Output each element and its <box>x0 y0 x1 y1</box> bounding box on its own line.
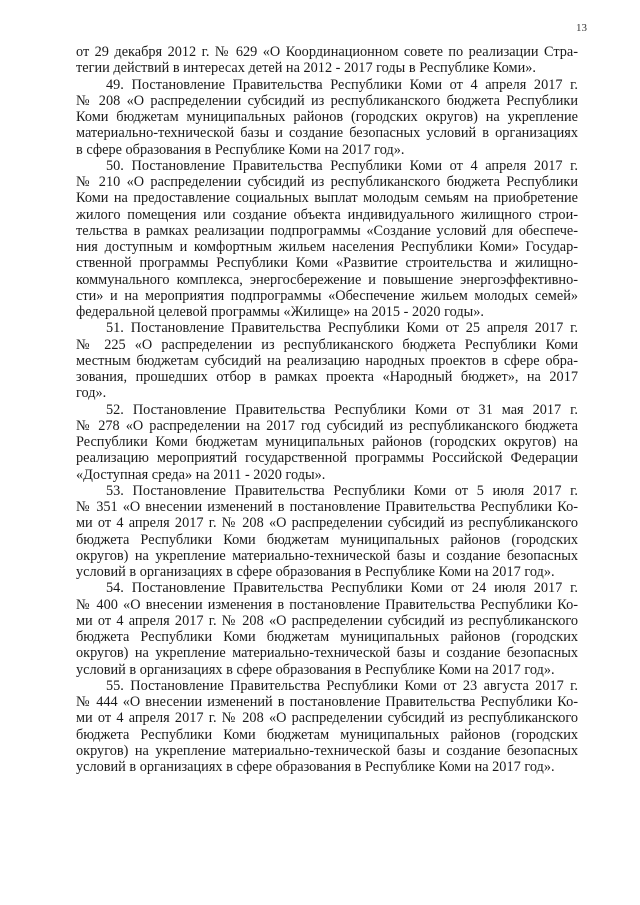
text-line: бюджета Республики Коми бюджетам муниципальных районов (городских <box>76 531 578 548</box>
text-line: федеральной целевой программы «Жилище» на 2015 - 2020 годы». <box>76 304 484 320</box>
text-line: № 210 «О распределении субсидий из республиканского бюджета Республики <box>76 174 578 190</box>
text-line: условий в организациях в сфере образования в Республике Коми на 2017 год». <box>76 661 555 678</box>
text-line: Коми на предоставление социальных выплат молодым семьям на приобретение <box>76 190 578 207</box>
text-line: ми от 4 апреля 2017 г. № 208 «О распределении субсидий из республиканского <box>76 612 578 629</box>
text-line: № 351 «О внесении изменений в постановление Правительства Республики Ко- <box>76 499 578 515</box>
text-line: округов) на укрепление материально-технической базы и создание безопасных <box>76 742 578 759</box>
paragraph-p50 <box>76 158 578 321</box>
text-line: Коми бюджетам муниципальных районов (городских округов) на укрепление <box>76 109 578 125</box>
text-line: от 29 декабря 2012 г. № 629 «О Координационном совете по реализации Стра- <box>76 44 578 60</box>
text-line: № 225 «О распределении из республиканского бюджета Республики Коми <box>76 336 578 353</box>
text-line: 53. Постановление Правительства Республики Коми от 5 июля 2017 г. <box>106 482 578 499</box>
text-line: ния доступным и комфортным жильем населения Республики Коми» Государ- <box>76 239 578 255</box>
text-line: 54. Постановление Правительства Республики Коми от 24 июля 2017 г. <box>106 580 578 597</box>
text-line: коммунального комплекса, энергосбережение и повышение энергоэффективно- <box>76 271 578 288</box>
text-line: сти» и на мероприятия подпрограммы «Обеспечение жильем молодых семей» <box>76 287 578 304</box>
text-line: бюджета Республики Коми бюджетам муниципальных районов (городских <box>76 629 578 645</box>
text-line: местным бюджетам субсидий на реализацию народных проектов в сфере обра- <box>76 352 578 369</box>
paragraph-p55 <box>76 678 578 776</box>
text-line: условий в организациях в сфере образования в Республике Коми на 2017 год». <box>76 564 555 580</box>
text-line: материально-технической базы и создание безопасных условий в организациях <box>76 125 578 142</box>
paragraph-p52 <box>76 402 578 483</box>
paragraph-p51 <box>76 320 578 401</box>
text-line: Республики Коми бюджетам муниципальных районов (городских округов) на <box>76 434 578 450</box>
text-line: № 400 «О внесении изменения в постановление Правительства Республики Ко- <box>76 596 578 613</box>
paragraph-p48-tail <box>76 44 578 77</box>
text-line: 51. Постановление Правительства Республики Коми от 25 апреля 2017 г. <box>106 320 578 337</box>
document-body <box>76 44 578 775</box>
text-line: № 444 «О внесении изменений в постановление Правительства Республики Ко- <box>76 694 578 710</box>
text-line: № 208 «О распределении субсидий из республиканского бюджета Республики <box>76 92 578 109</box>
text-line: «Доступная среда» на 2011 - 2020 годы». <box>76 466 326 483</box>
text-line: год». <box>76 385 107 402</box>
text-line: жилого помещения или создание объекта индивидуального жилищного строи- <box>76 206 578 223</box>
text-line: 50. Постановление Правительства Республики Коми от 4 апреля 2017 г. <box>106 157 578 174</box>
text-line: условий в организациях в сфере образования в Республике Коми на 2017 год». <box>76 759 555 775</box>
text-line: ми от 4 апреля 2017 г. № 208 «О распределении субсидий из республиканского <box>76 515 578 532</box>
paragraph-p54 <box>76 580 578 678</box>
text-line: тельства в рамках реализации подпрограммы «Создание условий для обеспече- <box>76 222 578 239</box>
text-line: зования, прошедших отбор в рамках проекта «Народный бюджет», на 2017 <box>76 369 578 385</box>
text-line: № 278 «О распределении на 2017 год субсидий из республиканского бюджета <box>76 417 578 434</box>
text-line: округов) на укрепление материально-технической базы и создание безопасных <box>76 547 578 564</box>
text-line: бюджета Республики Коми бюджетам муниципальных районов (городских <box>76 726 578 743</box>
text-line: округов) на укрепление материально-технической базы и создание безопасных <box>76 645 578 662</box>
text-line: 52. Постановление Правительства Республики Коми от 31 мая 2017 г. <box>106 401 578 418</box>
paragraph-p49 <box>76 77 578 158</box>
text-line: ственной программы Республики Коми «Развитие строительства и жилищно- <box>76 255 578 272</box>
text-line: ми от 4 апреля 2017 г. № 208 «О распределении субсидий из республиканского <box>76 710 578 727</box>
paragraph-p53 <box>76 483 578 581</box>
page-number: 13 <box>576 22 587 34</box>
text-line: тегии действий в интересах детей на 2012 - 2017 годы в Республике Коми». <box>76 60 536 77</box>
text-line: 49. Постановление Правительства Республики Коми от 4 апреля 2017 г. <box>106 76 578 93</box>
text-line: 55. Постановление Правительства Республики Коми от 23 августа 2017 г. <box>106 677 578 694</box>
text-line: в сфере образования в Республике Коми на 2017 год». <box>76 141 405 158</box>
text-line: реализацию мероприятий государственной программы Российской Федерации <box>76 450 578 467</box>
